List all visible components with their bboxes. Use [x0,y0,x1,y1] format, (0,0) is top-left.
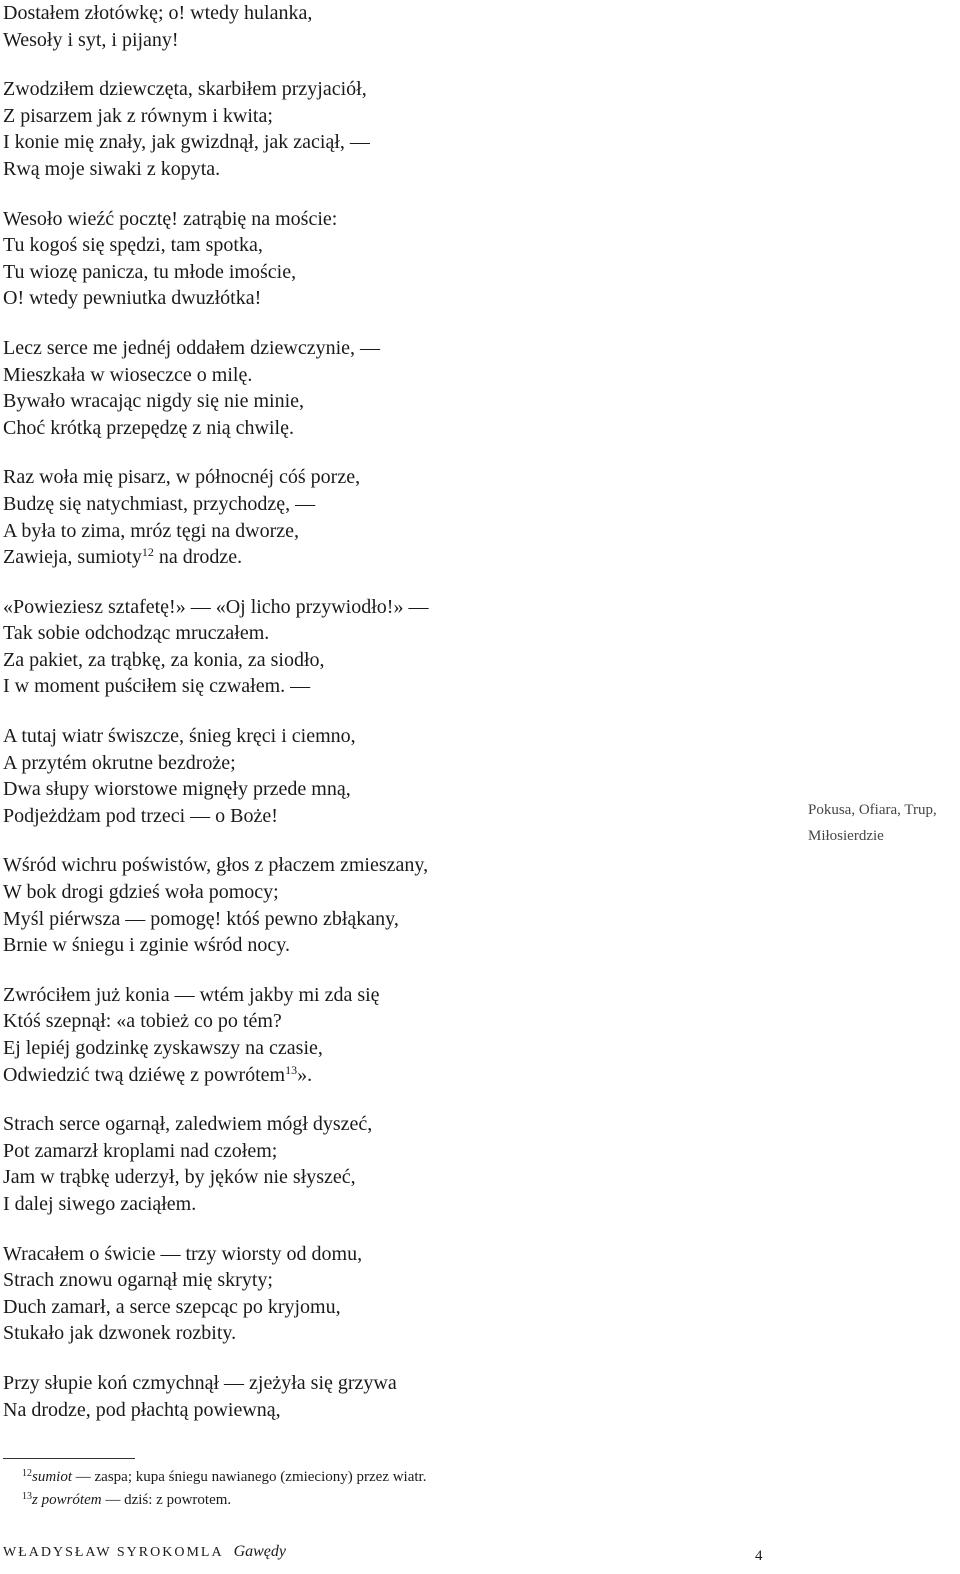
poem-line: Ej lepiéj godzinkę zyskawszy na czasie, [3,1037,323,1059]
poem-line: I konie mię znały, jak gwizdnął, jak zaciął, — [3,131,370,154]
poem-line: A tutaj wiatr świszcze, śnieg kręci i ciemno, [3,725,356,748]
stanza [3,0,783,53]
poem-line: Choć krótką przepędzę z nią chwilę. [3,416,294,439]
poem-line: Lecz serce me jednéj oddałem dziewczynie, — [3,336,381,359]
poem-line: Duch zamarł, a serce szepcąc po kryjomu, [3,1295,341,1318]
footnote-12 [22,1466,922,1489]
footnote-term: z powrótem [32,1492,102,1508]
poem-line: A przytém okrutne bezdroże; [3,751,236,774]
poem-line: Tu wiozę panicza, tu młode imoście, [3,260,297,283]
footer-author: WŁADYSŁAW SYROKOMLA [3,1545,224,1560]
poem-line: Pot zamarzł kroplami nad czołem; [3,1139,278,1162]
margin-note-line: Pokusa, Ofiara, Trup, [808,802,937,818]
poem-line: O! wtedy pewniutka dwuzłótka! [3,287,262,310]
poem-line: I w moment puściłem się czwałem. — [3,675,311,698]
poem-line: Na drodze, pod płachtą powiewną, [3,1398,281,1421]
poem-line: Dwa słupy wiorstowe mignęły przede mną, [3,778,351,801]
footnote-marker: 12 [141,545,154,560]
footnote-number: 12 [22,1468,32,1479]
margin-note [808,797,960,849]
poem-line: Wracałem o świcie — trzy wiorsty od domu, [3,1242,363,1265]
poem-line: Brnie w śniegu i zginie wśród nocy. [3,934,290,957]
poem-line: Tak sobie odchodząc mruczałem. [3,622,270,645]
stanza [3,76,783,182]
poem-line: Raz woła mię pisarz, w północnéj cóś porze, [3,466,361,489]
stanza [3,982,783,1088]
footnote-text: — zaspa; kupa śniegu nawianego (zmieciony) przez wiatr. [72,1469,427,1485]
stanza [3,335,783,441]
stanza [3,1111,783,1217]
page-number: 4 [755,1548,763,1564]
poem-line: Strach serce ogarnął, zaledwiem mógł dyszeć, [3,1113,373,1136]
poem-line: Odwiedzić twą dziéwę z powrótem$^{13}$». [3,1062,313,1086]
footnote-13 [22,1489,922,1512]
poem-line: Któś szepnął: «a tobież co po tém? [3,1010,282,1033]
stanza [3,464,783,570]
poem-line: Z pisarzem jak z równym i kwita; [3,104,273,127]
margin-note-line: Miłosierdzie [808,828,884,844]
poem-line: Wesoło wieźć pocztę! zatrąbię na moście: [3,207,338,230]
footnote-separator [3,1458,135,1459]
poem-line: W bok drogi gdzieś woła pomocy; [3,881,279,904]
poem-line: Przy słupie koń czmychnął — zjeżyła się grzywa [3,1371,397,1394]
poem-line: Wśród wichru poświstów, głos z płaczem zmieszany, [3,854,429,877]
footnote-number: 13 [22,1491,32,1502]
poem-line: Stukało jak dzwonek rozbity. [3,1322,237,1345]
poem-body [3,0,783,1446]
poem-line: Wesoły i syt, i pijany! [3,28,179,51]
poem-line: Mieszkała w wioseczce o milę. [3,363,253,386]
stanza [3,852,783,958]
poem-line: Rwą moje siwaki z kopyta. [3,157,221,180]
stanza [3,1370,783,1423]
poem-line: Jam w trąbkę uderzył, by jęków nie słyszeć, [3,1166,356,1189]
footnote-marker: 13 [285,1062,298,1077]
stanza [3,1241,783,1347]
footer-title: Gawędy [233,1543,286,1560]
poem-line: I dalej siwego zaciąłem. [3,1192,197,1215]
poem-line: Tu kogoś się spędzi, tam spotka, [3,234,263,257]
poem-line: Bywało wracając nigdy się nie minie, [3,390,305,413]
footnotes [22,1466,922,1512]
poem-line: Zwróciłem już konia — wtém jakby mi zda się [3,983,380,1006]
poem-line: Strach znowu ogarnął mię skryty; [3,1269,273,1292]
stanza [3,594,783,700]
footnote-term: sumiot [32,1469,73,1485]
footnote-text: — dziś: z powrotem. [101,1492,232,1508]
page-footer [3,1543,953,1567]
poem-line: Podjeżdżam pod trzeci — o Boże! [3,804,278,827]
poem-line: Zwodziłem dziewczęta, skarbiłem przyjaciół, [3,78,367,101]
poem-line: Budzę się natychmiast, przychodzę, — [3,492,316,515]
poem-line: Za pakiet, za trąbkę, za konia, za siodło, [3,648,325,671]
stanza [3,206,783,312]
poem-line: Zawieja, sumioty$^{12}$ na drodze. [3,545,243,569]
poem-line: «Powieziesz sztafetę!» — «Oj licho przywiodło!» — [3,595,429,618]
poem-line: A była to zima, mróz tęgi na dworze, [3,519,300,542]
poem-line: Myśl piérwsza — pomogę! któś pewno zbłąkany, [3,907,399,930]
poem-line: Dostałem złotówkę; o! wtedy hulanka, [3,2,313,24]
stanza [3,723,783,829]
